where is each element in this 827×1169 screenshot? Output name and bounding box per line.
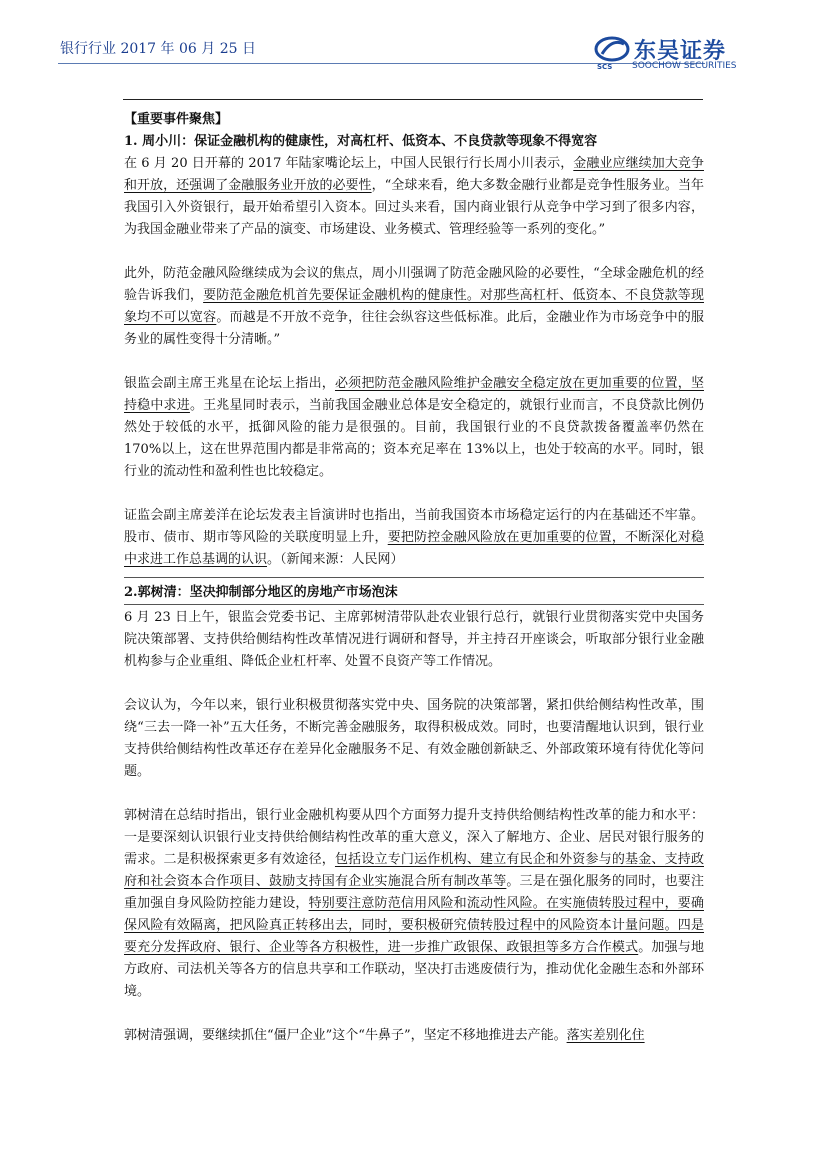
logo-english-name: SOOCHOW SECURITIES <box>632 61 737 71</box>
logo-mark-text: SCS <box>597 63 613 71</box>
news-item-2-paragraph-4: 郭树清强调，要继续抓住“僵尸企业”这个“牛鼻子”，坚定不移地推进去产能。落实差别化住 <box>124 1028 645 1043</box>
news-item-1-paragraph-1: 在 6 月 20 日开幕的 2017 年陆家嘴论坛上，中国人民银行行长周小川表示，金融业应继续加大竞争和开放，还强调了金融服务业开放的必要性，“全球来看，绝大多数金融行业都是竞争性服务业。当年我国引入外资银行，最开始希望引入资本。回过头来看，国内商业银行从竞争中学习到了很多内容，为我国金融业带来了产品的演变、市场建设、业务模式、管理经验等一系列的变化。” <box>124 156 704 237</box>
section-divider <box>124 577 704 578</box>
news-item-2-paragraph-2: 会议认为，今年以来，银行业积极贯彻落实党中央、国务院的决策部署，紧扣供给侧结构性改革，围绕“三去一降一补”五大任务，不断完善金融服务，取得积极成效。同时，也要清醒地认识到，银行业支持供给侧结构性改革还存在差异化金融服务不足、有效金融创新缺乏、外部政策环境有待优化等问题。 <box>124 698 704 779</box>
report-header-title: 银行行业 2017 年 06 月 25 日 <box>60 41 256 57</box>
company-logo <box>594 34 769 76</box>
news-item-2-paragraph-3: 郭树清在总结时指出，银行业金融机构要从四个方面努力提升支持供给侧结构性改革的能力和水平：一是要深刻认识银行业支持供给侧结构性改革的重大意义，深入了解地方、企业、居民对银行服务的需求。二是积极探索更多有效途径，包括设立专门运作机构、建立有民企和外资参与的基金、支持政府和社会资本合作项目、鼓励支持国有企业实施混合所有制改革等。三是在强化服务的同时，也要注重加强自身风险防控能力建设，特别要注意防范信用风险和流动性风险。在实施债转股过程中，要确保风险有效隔离，把风险真正转移出去，同时，要积极研究债转股过程中的风险资本计量问题。四是要充分发挥政府、银行、企业等各方积极性，进一步推广政银保、政银担等多方合作模式。加强与地方政府、司法机关等各方的信息共享和工作联动，坚决打击逃废债行为，推动优化金融生态和外部环境。 <box>124 808 704 999</box>
soochow-logo-icon <box>594 36 630 64</box>
logo-chinese-name: 东吴证券 <box>634 39 727 64</box>
section-heading: 【重要事件聚焦】 <box>124 112 229 127</box>
news-item-1-paragraph-4: 证监会副主席姜洋在论坛发表主旨演讲时也指出，当前我国资本市场稳定运行的内在基础还不牢靠。股市、债市、期市等风险的关联度明显上升，要把防控金融风险放在更加重要的位置，不断深化对稳中求进工作总基调的认识。（新闻来源：人民网） <box>124 508 704 567</box>
news-item-1-paragraph-2: 此外，防范金融风险继续成为会议的焦点，周小川强调了防范金融风险的必要性，“全球金融危机的经验告诉我们，要防范金融危机首先要保证金融机构的健康性。对那些高杠杆、低资本、不良贷款等现象均不可以宽容。而越是不开放不竞争，往往会纵容这些低标准。此后，金融业作为市场竞争中的服务业的属性变得十分清晰。” <box>124 266 704 347</box>
title-underline-rule <box>124 604 704 605</box>
news-item-2-title: 2.郭树清：坚决抑制部分地区的房地产市场泡沫 <box>124 585 398 600</box>
content-top-rule <box>123 99 703 100</box>
main-content <box>124 109 704 1047</box>
news-item-1-paragraph-3: 银监会副主席王兆星在论坛上指出，必须把防范金融风险维护金融安全稳定放在更加重要的位置，坚持稳中求进。王兆星同时表示，当前我国金融业总体是安全稳定的，就银行业而言，不良贷款比例仍然处于较低的水平，抵御风险的能力是很强的。目前，我国银行业的不良贷款拨备覆盖率仍然在 170%以上，这在世界范围内都是非常高的；资本充足率在 13%以上，也处于较高的水平。同时，银行业的流动性和盈利性也比较稳定。 <box>124 376 704 479</box>
news-item-2-paragraph-1: 6 月 23 日上午，银监会党委书记、主席郭树清带队赴农业银行总行，就银行业贯彻落实党中央国务院决策部署、支持供给侧结构性改革情况进行调研和督导，并主持召开座谈会，听取部分银行业金融机构参与企业重组、降低企业杠杆率、处置不良资产等工作情况。 <box>124 610 704 669</box>
news-item-1-title: 1. 周小川：保证金融机构的健康性，对高杠杆、低资本、不良贷款等现象不得宽容 <box>124 134 598 149</box>
